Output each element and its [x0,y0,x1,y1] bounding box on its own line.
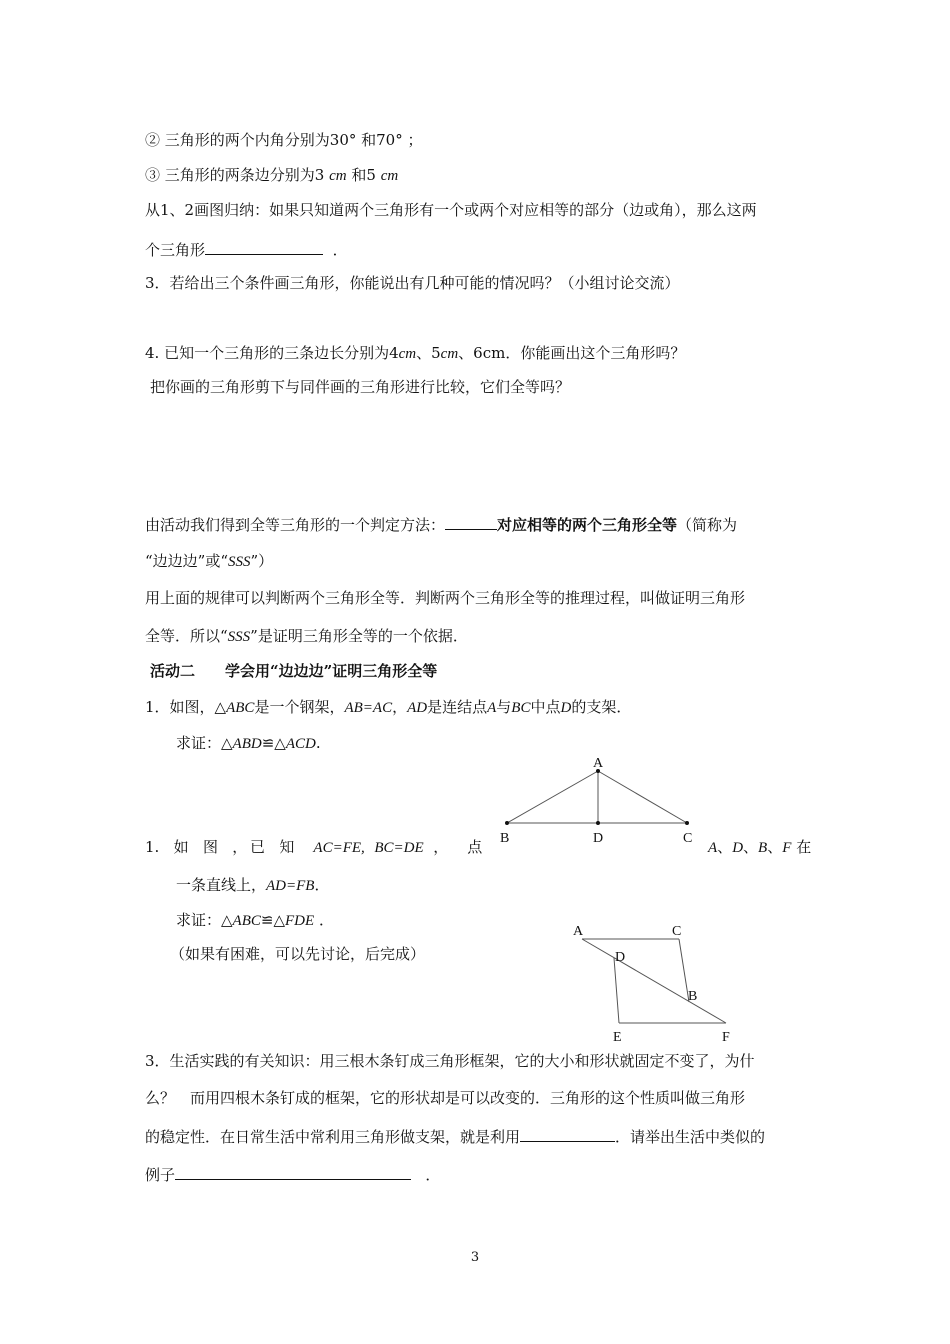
segment-ab [507,771,598,823]
life-line-3: 的稳定性．在日常生活中常利用三角形做支架，就是利用 ．请举出生活中类似的 [145,1128,766,1146]
label-b: B [500,831,510,846]
point-b [505,821,509,825]
label-c: C [683,831,693,846]
label-e: E [613,1030,622,1045]
example-2-prove: 求证：△ABC≌△FDE ． [176,911,334,929]
method-line-2: “边边边”或“SSS”） [145,552,274,570]
use-line-1: 用上面的规律可以判断两个三角形全等．判断两个三角形全等的推理过程，叫做证明三角形 [145,589,746,607]
activity-2-heading: 活动二 学会用“边边边”证明三角形全等 [150,662,438,680]
example-2-hint: （如果有困难，可以先讨论，后完成） [170,945,426,963]
label-a: A [593,756,604,771]
segment-af [582,939,726,1023]
example-2-line-1a: 1. 如 图 ， [145,838,248,856]
answer-blank[interactable] [205,240,323,255]
example-2-line-1c: A、D、B、F 在 [708,838,812,856]
label-c: C [672,924,682,939]
life-blank-2[interactable] [175,1165,411,1180]
question-3: 3．若给出三个条件画三角形，你能说出有几种可能的情况吗？（小组讨论交流） [145,274,680,292]
figure-2-triangles [565,915,755,1050]
life-line-4: 例子 ． [145,1166,441,1184]
label-d: D [593,831,604,846]
point-d [596,821,600,825]
page-number: 3 [470,1250,480,1265]
label-d: D [615,950,626,965]
example-2-line-2: 一条直线上，AD=FB． [176,876,330,894]
label-a: A [573,924,584,939]
question-4-line-2: 把你画的三角形剪下与同伴画的三角形进行比较，它们全等吗？ [150,378,571,396]
summary-line-1: 从1、2画图归纳：如果只知道两个三角形有一个或两个对应相等的部分（边或角），那么这两 [145,201,757,219]
life-line-2: 么？ 而用四根木条钉成的框架，它的形状却是可以改变的．三角形的这个性质叫做三角形 [145,1089,746,1107]
life-blank-1[interactable] [520,1127,615,1142]
question-4: 4. 已知一个三角形的三条边长分别为4cm、5cm、6cm．你能画出这个三角形吗？ [145,344,686,362]
summary-line-2: 个三角形 ． [145,241,348,259]
method-line-1: 由活动我们得到全等三角形的一个判定方法： 对应相等的两个三角形全等（简称为 [145,516,738,534]
example-1-prove: 求证：△ABD≌△ACD. [176,734,321,752]
segment-de [614,958,619,1023]
label-b: B [688,989,698,1004]
figure-1-triangle [480,750,710,850]
item-2: ② 三角形的两个内角分别为30° 和70° ； [145,131,423,149]
use-line-2: 全等．所以“SSS”是证明三角形全等的一个依据． [145,627,468,645]
example-2-line-1b: 已 知 AC=FE, BC=DE ， 点 [250,838,483,856]
example-1: 1．如图，△ABC是一个钢架，AB=AC，AD是连结点A与BC中点D的支架． [145,698,632,716]
item-3: ③ 三角形的两条边分别为3 cm 和5 cm [145,166,399,184]
point-c [685,821,689,825]
segment-ac [598,771,687,823]
life-line-1: 3．生活实践的有关知识：用三根木条钉成三角形框架，它的大小和形状就固定不变了，为什 [145,1052,755,1070]
method-blank[interactable] [445,515,497,530]
label-f: F [722,1030,730,1045]
